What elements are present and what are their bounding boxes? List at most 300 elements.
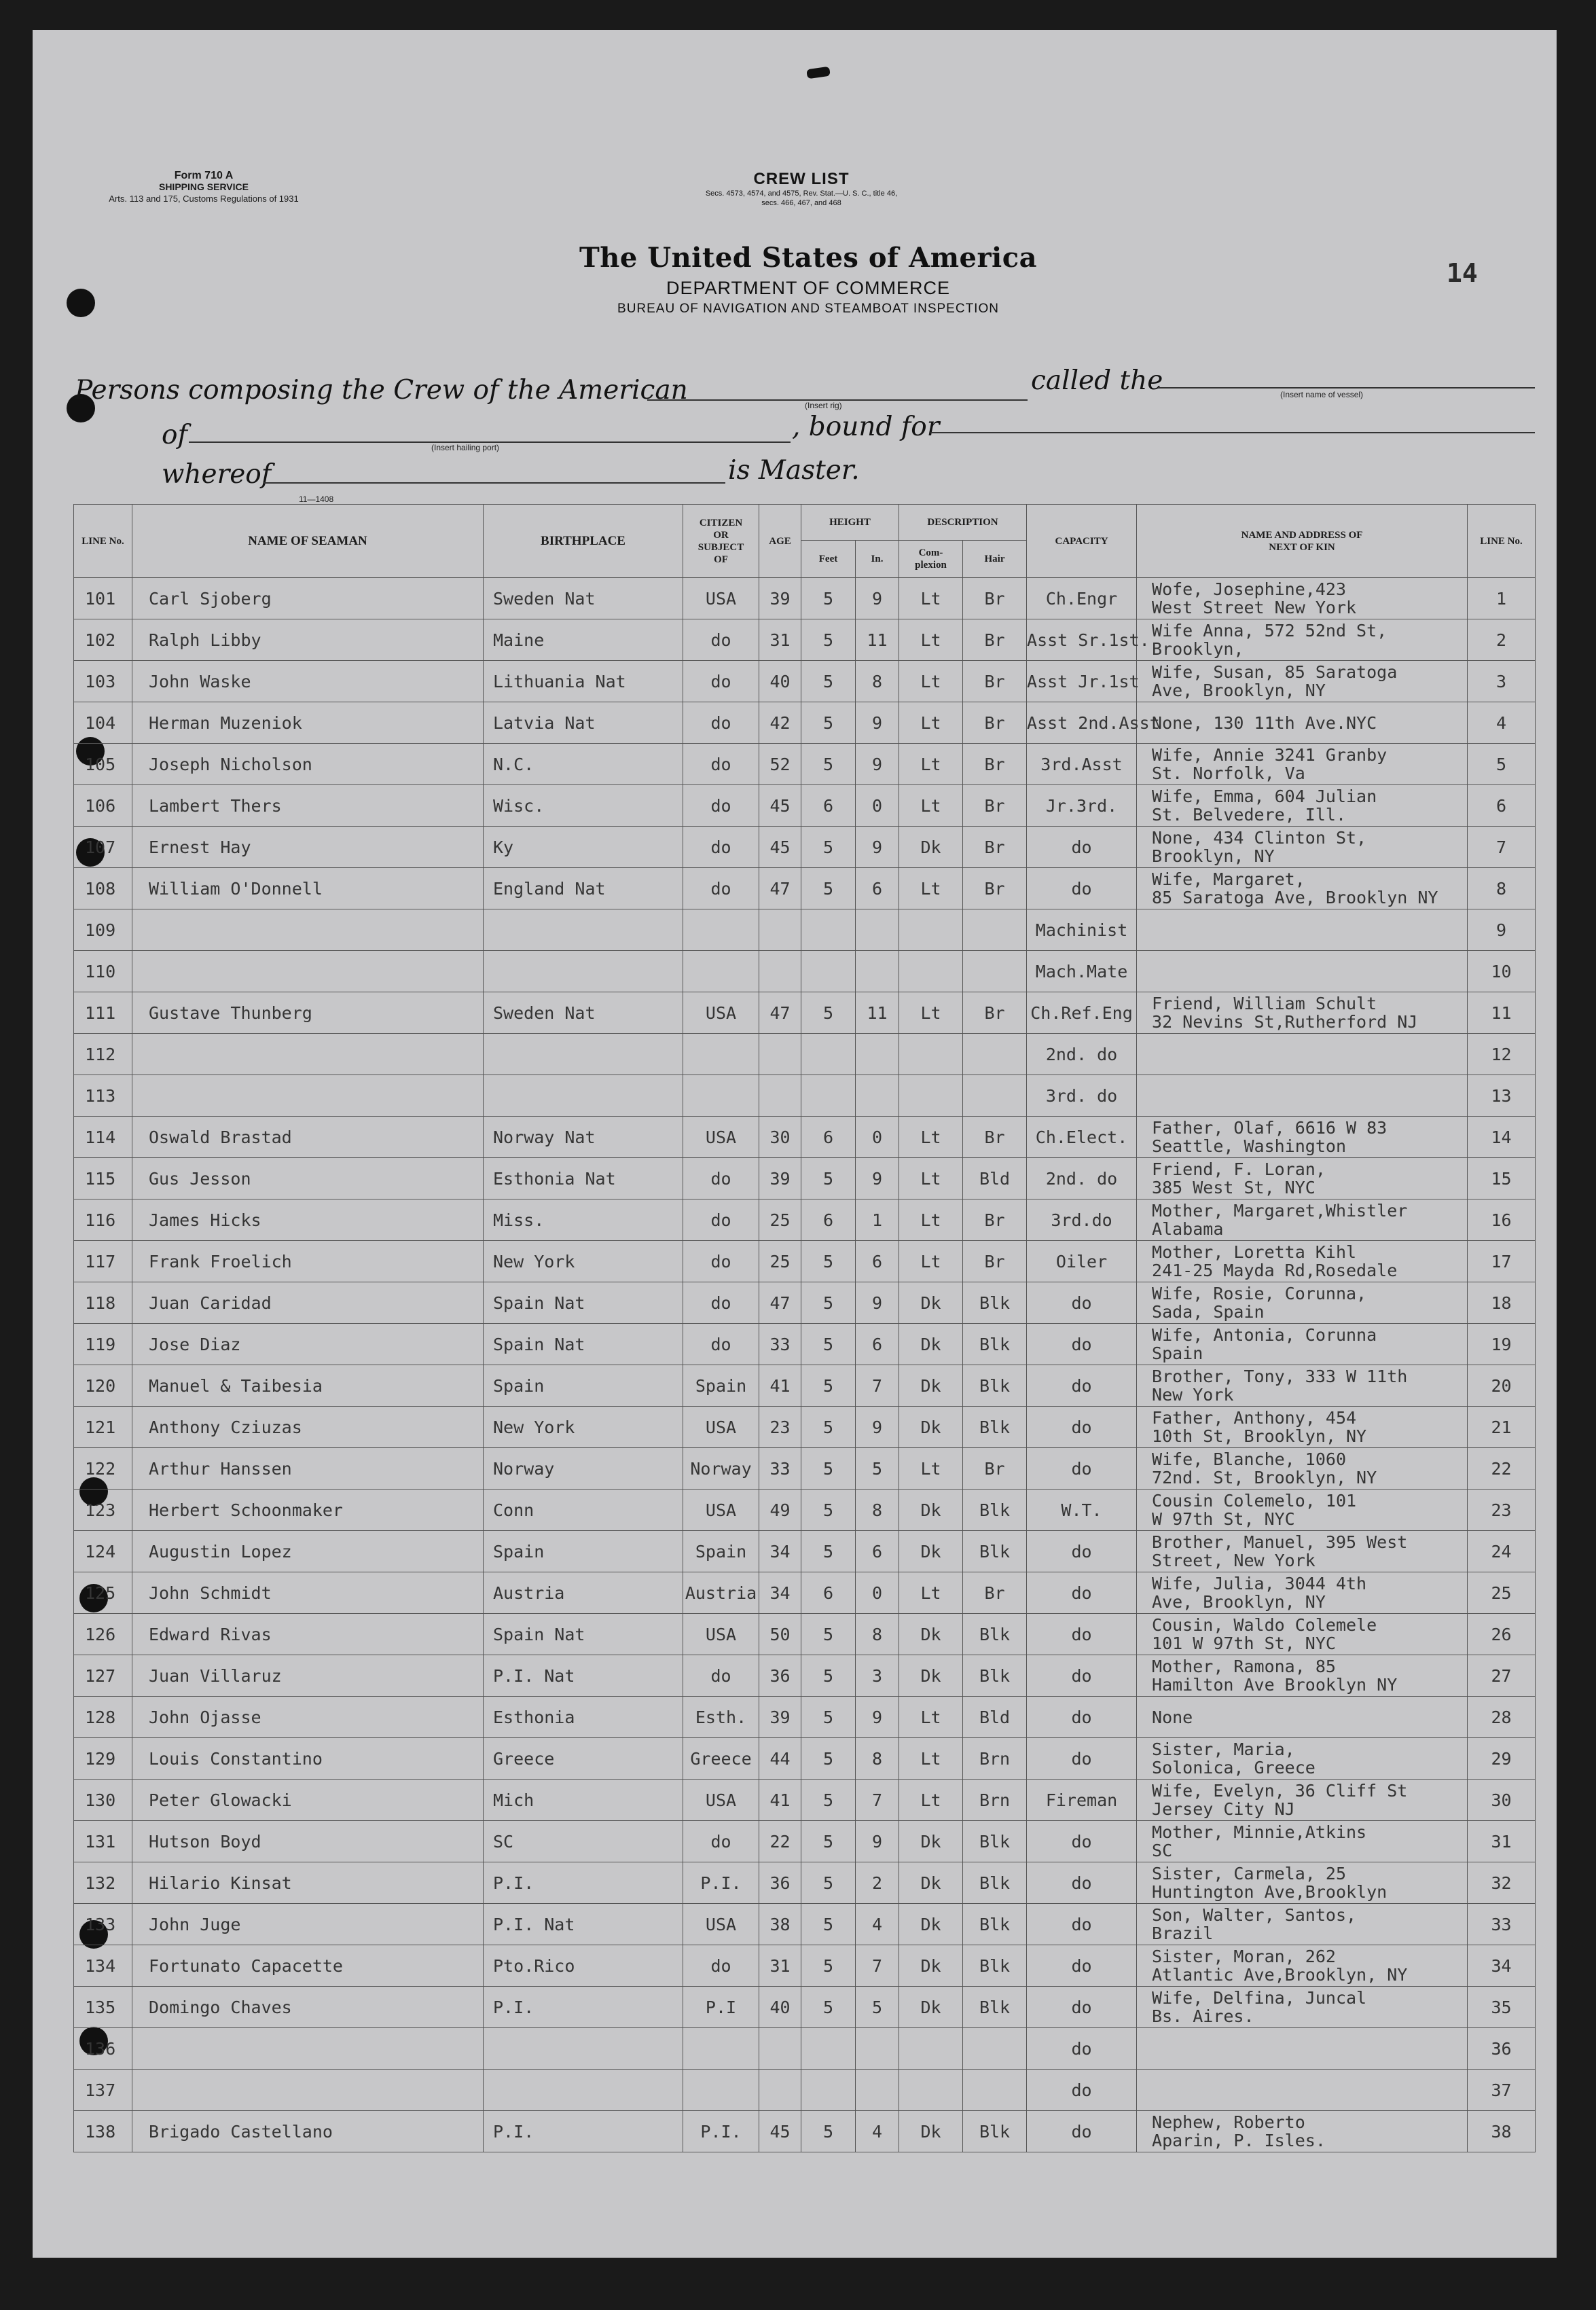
height-feet-cell: 5 xyxy=(801,1904,856,1945)
birthplace-cell xyxy=(484,951,683,992)
age-cell: 45 xyxy=(759,827,801,868)
kin-line-1: Wife, Evelyn, 36 Cliff St xyxy=(1152,1781,1408,1801)
hair-cell: Blk xyxy=(963,1945,1027,1987)
seaman-name-cell: Manuel & Taibesia xyxy=(132,1365,484,1407)
birthplace-cell: Austria xyxy=(484,1572,683,1614)
height-inches-cell: 9 xyxy=(856,702,899,744)
kin-line-2: Hamilton Ave Brooklyn NY xyxy=(1152,1675,1398,1695)
port-hint: (Insert hailing port) xyxy=(431,443,500,452)
height-feet-cell: 5 xyxy=(801,1780,856,1821)
height-inches-cell xyxy=(856,951,899,992)
seaman-name-cell: Augustin Lopez xyxy=(132,1531,484,1572)
height-feet-cell: 5 xyxy=(801,1490,856,1531)
citizen-cell: Spain xyxy=(683,1365,759,1407)
next-of-kin-cell xyxy=(1137,1821,1468,1862)
seaman-name-cell: Arthur Hanssen xyxy=(132,1448,484,1490)
height-inches-cell: 9 xyxy=(856,1282,899,1324)
row-number-cell: 11 xyxy=(1468,992,1536,1034)
seaman-name-cell: Hutson Boyd xyxy=(132,1821,484,1862)
kin-line-1: Father, Olaf, 6616 W 83 xyxy=(1152,1118,1388,1138)
complexion-cell: Lt xyxy=(899,992,963,1034)
capacity-cell: W.T. xyxy=(1027,1490,1137,1531)
col-hair: Hair xyxy=(963,541,1027,578)
form-number: Form 710 A xyxy=(174,170,234,181)
birthplace-cell: Norway Nat xyxy=(484,1117,683,1158)
age-cell: 31 xyxy=(759,619,801,661)
col-citizen-line1: CITIZEN xyxy=(699,517,743,528)
hair-cell: Blk xyxy=(963,1614,1027,1655)
seaman-name-cell: Ernest Hay xyxy=(132,827,484,868)
next-of-kin-cell xyxy=(1137,1738,1468,1780)
birthplace-cell xyxy=(484,2028,683,2070)
next-of-kin-cell xyxy=(1137,1158,1468,1199)
height-inches-cell: 9 xyxy=(856,578,899,619)
capacity-cell: do xyxy=(1027,868,1137,909)
line-number-cell: 109 xyxy=(74,909,132,951)
age-cell: 22 xyxy=(759,1821,801,1862)
kin-line-2: Spain xyxy=(1152,1343,1203,1363)
citizen-cell: do xyxy=(683,1945,759,1987)
seaman-name-cell: Juan Caridad xyxy=(132,1282,484,1324)
table-row xyxy=(74,1738,1536,1780)
capacity-cell: Ch.Engr xyxy=(1027,578,1137,619)
birthplace-cell xyxy=(484,2070,683,2111)
height-feet-cell: 5 xyxy=(801,702,856,744)
complexion-cell: Lt xyxy=(899,1241,963,1282)
height-inches-cell: 4 xyxy=(856,2111,899,2152)
kin-line-2: Brooklyn, NY xyxy=(1152,846,1275,866)
kin-line-1: Wife, Julia, 3044 4th xyxy=(1152,1574,1367,1593)
capacity-cell: Oiler xyxy=(1027,1241,1137,1282)
row-number-cell: 25 xyxy=(1468,1572,1536,1614)
row-number-cell: 18 xyxy=(1468,1282,1536,1324)
kin-line-1: Cousin Colemelo, 101 xyxy=(1152,1491,1357,1511)
complexion-cell: Lt xyxy=(899,1572,963,1614)
height-feet-cell xyxy=(801,1034,856,1075)
complexion-cell: Dk xyxy=(899,827,963,868)
seaman-name-cell: Carl Sjoberg xyxy=(132,578,484,619)
seaman-name-cell: John Schmidt xyxy=(132,1572,484,1614)
line-number-cell: 101 xyxy=(74,578,132,619)
line-number-cell: 137 xyxy=(74,2070,132,2111)
preamble-line-3-start: whereof xyxy=(162,459,272,490)
next-of-kin-cell xyxy=(1137,1282,1468,1324)
citizen-cell: do xyxy=(683,1821,759,1862)
hair-cell xyxy=(963,1034,1027,1075)
age-cell: 50 xyxy=(759,1614,801,1655)
row-number-cell: 17 xyxy=(1468,1241,1536,1282)
hair-cell: Br xyxy=(963,744,1027,785)
col-line-no-right-label: LINE No. xyxy=(1480,535,1523,547)
row-number-cell: 38 xyxy=(1468,2111,1536,2152)
kin-line-2: 101 W 97th St, NYC xyxy=(1152,1634,1336,1653)
form-regulations: Arts. 113 and 175, Customs Regulations of 1931 xyxy=(109,194,299,204)
citizen-cell: USA xyxy=(683,1614,759,1655)
height-inches-cell xyxy=(856,1075,899,1117)
seaman-name-cell: Lambert Thers xyxy=(132,785,484,827)
table-row xyxy=(74,2070,1536,2111)
form-identifier xyxy=(68,170,340,204)
height-inches-cell: 6 xyxy=(856,1324,899,1365)
age-cell xyxy=(759,2070,801,2111)
row-number-cell: 37 xyxy=(1468,2070,1536,2111)
height-inches-cell: 11 xyxy=(856,992,899,1034)
table-row xyxy=(74,619,1536,661)
master-field-line xyxy=(264,482,725,484)
kin-line-1: Wife, Delfina, Juncal xyxy=(1152,1988,1367,2008)
hair-cell: Br xyxy=(963,1199,1027,1241)
line-number-cell: 118 xyxy=(74,1282,132,1324)
rig-hint: (Insert rig) xyxy=(805,401,842,410)
table-row xyxy=(74,2028,1536,2070)
height-feet-cell: 5 xyxy=(801,827,856,868)
hair-cell: Blk xyxy=(963,1490,1027,1531)
birthplace-cell: Miss. xyxy=(484,1199,683,1241)
age-cell: 25 xyxy=(759,1199,801,1241)
age-cell xyxy=(759,1034,801,1075)
vessel-hint: (Insert name of vessel) xyxy=(1280,390,1364,399)
complexion-cell: Lt xyxy=(899,785,963,827)
seaman-name-cell xyxy=(132,1034,484,1075)
citizen-cell: Esth. xyxy=(683,1697,759,1738)
birthplace-cell xyxy=(484,1075,683,1117)
citizen-cell: USA xyxy=(683,1490,759,1531)
hair-cell: Br xyxy=(963,1241,1027,1282)
capacity-cell: 3rd.Asst xyxy=(1027,744,1137,785)
birthplace-cell: P.I. xyxy=(484,1862,683,1904)
statute-line-2: secs. 466, 467, and 468 xyxy=(761,199,841,207)
hair-cell: Br xyxy=(963,702,1027,744)
height-feet-cell: 5 xyxy=(801,661,856,702)
birthplace-cell: New York xyxy=(484,1407,683,1448)
kin-line-2: Alabama xyxy=(1152,1219,1224,1239)
next-of-kin-cell xyxy=(1137,1614,1468,1655)
kin-line-2: Atlantic Ave,Brooklyn, NY xyxy=(1152,1965,1408,1985)
table-row xyxy=(74,1697,1536,1738)
country-title: The United States of America xyxy=(579,242,1038,274)
citizen-cell: P.I xyxy=(683,1987,759,2028)
height-feet-cell: 5 xyxy=(801,868,856,909)
height-inches-cell: 0 xyxy=(856,1572,899,1614)
citizen-cell: USA xyxy=(683,992,759,1034)
line-number-cell: 117 xyxy=(74,1241,132,1282)
height-feet-cell: 6 xyxy=(801,785,856,827)
seaman-name-cell: Herbert Schoonmaker xyxy=(132,1490,484,1531)
seaman-name-cell: Hilario Kinsat xyxy=(132,1862,484,1904)
row-number-cell: 16 xyxy=(1468,1199,1536,1241)
hair-cell xyxy=(963,951,1027,992)
age-cell xyxy=(759,951,801,992)
height-feet-cell: 5 xyxy=(801,1697,856,1738)
complexion-cell xyxy=(899,2028,963,2070)
citizen-cell: do xyxy=(683,661,759,702)
kin-line-2: Ave, Brooklyn, NY xyxy=(1152,1592,1326,1612)
kin-line-1: Wife Anna, 572 52nd St, xyxy=(1152,621,1388,640)
height-inches-cell: 6 xyxy=(856,1241,899,1282)
age-cell: 40 xyxy=(759,1987,801,2028)
capacity-cell: do xyxy=(1027,1904,1137,1945)
kin-line-1: Mother, Margaret,Whistler xyxy=(1152,1201,1408,1221)
row-number-cell: 14 xyxy=(1468,1117,1536,1158)
kin-line-1: Wife, Margaret, xyxy=(1152,869,1305,889)
line-number-cell: 107 xyxy=(74,827,132,868)
capacity-cell: 3rd.do xyxy=(1027,1199,1137,1241)
col-complexion-line1: Com- xyxy=(918,547,943,558)
col-citizen-line4: OF xyxy=(714,554,728,565)
col-name: NAME OF SEAMAN xyxy=(132,505,484,578)
citizen-cell xyxy=(683,909,759,951)
age-cell: 44 xyxy=(759,1738,801,1780)
table-row xyxy=(74,951,1536,992)
table-row xyxy=(74,1365,1536,1407)
citizen-cell xyxy=(683,951,759,992)
hair-cell: Br xyxy=(963,619,1027,661)
table-row xyxy=(74,1572,1536,1614)
table-row xyxy=(74,1158,1536,1199)
table-row xyxy=(74,744,1536,785)
capacity-cell: do xyxy=(1027,827,1137,868)
capacity-cell: do xyxy=(1027,1282,1137,1324)
birthplace-cell: Sweden Nat xyxy=(484,578,683,619)
crew-rows xyxy=(74,578,1536,2152)
birthplace-cell xyxy=(484,1034,683,1075)
birthplace-cell: Esthonia xyxy=(484,1697,683,1738)
citizen-cell xyxy=(683,1075,759,1117)
age-cell: 41 xyxy=(759,1365,801,1407)
citizen-cell: do xyxy=(683,1199,759,1241)
kin-line-2: Jersey City NJ xyxy=(1152,1799,1295,1819)
kin-line-1: Son, Walter, Santos, xyxy=(1152,1905,1357,1925)
seaman-name-cell: Frank Froelich xyxy=(132,1241,484,1282)
height-inches-cell: 4 xyxy=(856,1904,899,1945)
kin-line-2: Ave, Brooklyn, NY xyxy=(1152,681,1326,700)
height-feet-cell xyxy=(801,2028,856,2070)
age-cell: 47 xyxy=(759,1282,801,1324)
complexion-cell: Dk xyxy=(899,1407,963,1448)
height-inches-cell: 5 xyxy=(856,1987,899,2028)
next-of-kin-cell xyxy=(1137,1572,1468,1614)
hair-cell: Blk xyxy=(963,1987,1027,2028)
next-of-kin-cell xyxy=(1137,868,1468,909)
col-citizen xyxy=(683,505,759,578)
line-number-cell: 128 xyxy=(74,1697,132,1738)
capacity-cell: do xyxy=(1027,1365,1137,1407)
capacity-cell: do xyxy=(1027,1614,1137,1655)
hair-cell xyxy=(963,909,1027,951)
capacity-cell: do xyxy=(1027,2028,1137,2070)
citizen-cell: Greece xyxy=(683,1738,759,1780)
age-cell: 42 xyxy=(759,702,801,744)
next-of-kin-cell xyxy=(1137,1655,1468,1697)
citizen-cell: Norway xyxy=(683,1448,759,1490)
col-citizen-line2: OR xyxy=(713,529,729,541)
height-feet-cell xyxy=(801,909,856,951)
row-number-cell: 35 xyxy=(1468,1987,1536,2028)
height-inches-cell: 7 xyxy=(856,1780,899,1821)
height-inches-cell: 0 xyxy=(856,785,899,827)
complexion-cell: Lt xyxy=(899,619,963,661)
table-row xyxy=(74,1987,1536,2028)
table-row xyxy=(74,1655,1536,1697)
punch-hole xyxy=(67,289,95,317)
row-number-cell: 15 xyxy=(1468,1158,1536,1199)
table-row xyxy=(74,578,1536,619)
capacity-cell: Ch.Ref.Eng xyxy=(1027,992,1137,1034)
next-of-kin-cell xyxy=(1137,1034,1468,1075)
seaman-name-cell: John Ojasse xyxy=(132,1697,484,1738)
height-feet-cell: 5 xyxy=(801,1614,856,1655)
next-of-kin-cell xyxy=(1137,578,1468,619)
height-inches-cell: 6 xyxy=(856,1531,899,1572)
height-feet-cell: 5 xyxy=(801,1531,856,1572)
citizen-cell: do xyxy=(683,702,759,744)
table-row xyxy=(74,1199,1536,1241)
citizen-cell xyxy=(683,2070,759,2111)
birthplace-cell: England Nat xyxy=(484,868,683,909)
age-cell: 47 xyxy=(759,868,801,909)
line-number-cell: 113 xyxy=(74,1075,132,1117)
next-of-kin-cell xyxy=(1137,1987,1468,2028)
table-row xyxy=(74,1904,1536,1945)
line-number-cell: 112 xyxy=(74,1034,132,1075)
seaman-name-cell: Joseph Nicholson xyxy=(132,744,484,785)
col-age: AGE xyxy=(759,505,801,578)
height-feet-cell: 5 xyxy=(801,1365,856,1407)
hair-cell: Blk xyxy=(963,1531,1027,1572)
line-number-cell: 120 xyxy=(74,1365,132,1407)
birthplace-cell: Ky xyxy=(484,827,683,868)
height-feet-cell: 5 xyxy=(801,1407,856,1448)
height-feet-cell: 5 xyxy=(801,619,856,661)
kin-line-1: Mother, Minnie,Atkins xyxy=(1152,1822,1367,1842)
row-number-cell: 27 xyxy=(1468,1655,1536,1697)
table-row xyxy=(74,1117,1536,1158)
col-capacity: CAPACITY xyxy=(1027,505,1137,578)
capacity-cell: Mach.Mate xyxy=(1027,951,1137,992)
seaman-name-cell: Louis Constantino xyxy=(132,1738,484,1780)
table-row xyxy=(74,1448,1536,1490)
kin-line-2: Solonica, Greece xyxy=(1152,1758,1316,1777)
age-cell: 33 xyxy=(759,1324,801,1365)
col-birthplace: BIRTHPLACE xyxy=(484,505,683,578)
kin-line-1: Wife, Rosie, Corunna, xyxy=(1152,1284,1367,1303)
line-number-cell: 135 xyxy=(74,1987,132,2028)
row-number-cell: 12 xyxy=(1468,1034,1536,1075)
row-number-cell: 26 xyxy=(1468,1614,1536,1655)
complexion-cell: Lt xyxy=(899,1738,963,1780)
col-feet: Feet xyxy=(801,541,856,578)
birthplace-cell xyxy=(484,909,683,951)
kin-line-1: Brother, Manuel, 395 West xyxy=(1152,1532,1408,1552)
seaman-name-cell: James Hicks xyxy=(132,1199,484,1241)
kin-line-2: St. Norfolk, Va xyxy=(1152,763,1305,783)
col-inches: In. xyxy=(856,541,899,578)
complexion-cell: Dk xyxy=(899,1282,963,1324)
height-inches-cell: 3 xyxy=(856,1655,899,1697)
hair-cell: Blk xyxy=(963,1655,1027,1697)
preamble-line-1-start: Persons composing the Crew of the American xyxy=(75,375,688,405)
row-number-cell: 23 xyxy=(1468,1490,1536,1531)
citizen-cell: Austria xyxy=(683,1572,759,1614)
age-cell: 34 xyxy=(759,1531,801,1572)
capacity-cell: 3rd. do xyxy=(1027,1075,1137,1117)
crew-list-heading xyxy=(632,170,971,208)
capacity-cell: Ch.Elect. xyxy=(1027,1117,1137,1158)
capacity-cell: do xyxy=(1027,1531,1137,1572)
row-number-cell: 3 xyxy=(1468,661,1536,702)
complexion-cell: Dk xyxy=(899,1531,963,1572)
height-inches-cell xyxy=(856,1034,899,1075)
height-inches-cell xyxy=(856,909,899,951)
seaman-name-cell: Brigado Castellano xyxy=(132,2111,484,2152)
height-feet-cell: 5 xyxy=(801,1862,856,1904)
line-number-cell: 104 xyxy=(74,702,132,744)
col-line-no xyxy=(74,505,132,578)
birthplace-cell: Spain Nat xyxy=(484,1324,683,1365)
citizen-cell: P.I. xyxy=(683,1862,759,1904)
next-of-kin-cell xyxy=(1137,619,1468,661)
line-number-cell: 136 xyxy=(74,2028,132,2070)
vessel-field-line xyxy=(1158,387,1535,389)
capacity-cell: do xyxy=(1027,2111,1137,2152)
line-number-cell: 103 xyxy=(74,661,132,702)
seaman-name-cell: Gustave Thunberg xyxy=(132,992,484,1034)
height-inches-cell: 7 xyxy=(856,1365,899,1407)
col-citizen-line3: SUBJECT xyxy=(697,541,744,553)
kin-line-1: Brother, Tony, 333 W 11th xyxy=(1152,1367,1408,1386)
kin-line-2: Aparin, P. Isles. xyxy=(1152,2131,1326,2150)
capacity-cell: Asst 2nd.Asst xyxy=(1027,702,1137,744)
age-cell: 41 xyxy=(759,1780,801,1821)
height-inches-cell: 8 xyxy=(856,1738,899,1780)
table-row xyxy=(74,868,1536,909)
table-row xyxy=(74,1821,1536,1862)
hair-cell: Brn xyxy=(963,1738,1027,1780)
next-of-kin-cell xyxy=(1137,785,1468,827)
height-inches-cell: 9 xyxy=(856,1821,899,1862)
age-cell: 34 xyxy=(759,1572,801,1614)
row-number-cell: 24 xyxy=(1468,1531,1536,1572)
seaman-name-cell xyxy=(132,2070,484,2111)
citizen-cell: do xyxy=(683,1655,759,1697)
statute-line-1: Secs. 4573, 4574, and 4575, Rev. Stat.—U. S. C., title 46, xyxy=(705,190,898,198)
age-cell: 23 xyxy=(759,1407,801,1448)
age-cell: 49 xyxy=(759,1490,801,1531)
age-cell: 30 xyxy=(759,1117,801,1158)
height-feet-cell: 5 xyxy=(801,1987,856,2028)
hair-cell: Br xyxy=(963,827,1027,868)
line-number-cell: 124 xyxy=(74,1531,132,1572)
height-feet-cell: 5 xyxy=(801,992,856,1034)
capacity-cell: do xyxy=(1027,1448,1137,1490)
line-number-cell: 132 xyxy=(74,1862,132,1904)
capacity-cell: do xyxy=(1027,1821,1137,1862)
hair-cell xyxy=(963,2070,1027,2111)
complexion-cell: Lt xyxy=(899,1199,963,1241)
hair-cell: Br xyxy=(963,578,1027,619)
citizen-cell xyxy=(683,1034,759,1075)
capacity-cell: Asst Jr.1st xyxy=(1027,661,1137,702)
table-row xyxy=(74,1075,1536,1117)
height-inches-cell: 2 xyxy=(856,1862,899,1904)
birthplace-cell: Spain Nat xyxy=(484,1614,683,1655)
birthplace-cell: Norway xyxy=(484,1448,683,1490)
hair-cell: Blk xyxy=(963,1862,1027,1904)
hair-cell: Blk xyxy=(963,1324,1027,1365)
bureau-title: BUREAU OF NAVIGATION AND STEAMBOAT INSPECTION xyxy=(617,302,999,316)
col-height: HEIGHT xyxy=(801,505,899,541)
kin-line-1: None, 434 Clinton St, xyxy=(1152,828,1367,848)
